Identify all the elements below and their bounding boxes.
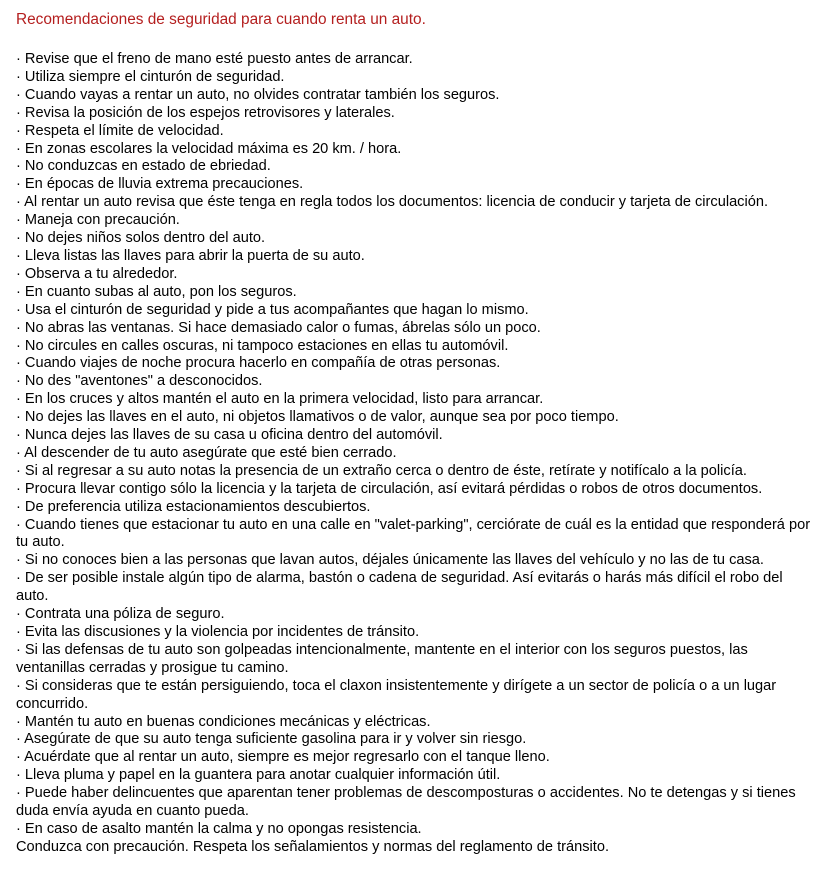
list-item: · Mantén tu auto en buenas condiciones mecánicas y eléctricas. bbox=[16, 713, 431, 730]
list-item: · Lleva listas las llaves para abrir la puerta de su auto. bbox=[16, 247, 365, 264]
list-item: · Utiliza siempre el cinturón de seguridad. bbox=[16, 68, 285, 85]
closing-line: Conduzca con precaución. Respeta los señalamientos y normas del reglamento de tránsito. bbox=[16, 838, 609, 855]
list-item: · De preferencia utiliza estacionamientos descubiertos. bbox=[16, 498, 371, 515]
document-body bbox=[16, 10, 816, 857]
list-item: · Al descender de tu auto asegúrate que esté bien cerrado. bbox=[16, 444, 397, 461]
page-title: Recomendaciones de seguridad para cuando renta un auto. bbox=[16, 11, 426, 28]
list-item: · Acuérdate que al rentar un auto, siempre es mejor regresarlo con el tanque lleno. bbox=[16, 749, 550, 766]
list-item: · Asegúrate de que su auto tenga suficiente gasolina para ir y volver sin riesgo. bbox=[16, 731, 527, 748]
list-item: · No des "aventones" a desconocidos. bbox=[16, 373, 263, 390]
list-item: · En épocas de lluvia extrema precauciones. bbox=[16, 176, 304, 193]
list-item: · Cuando viajes de noche procura hacerlo en compañía de otras personas. bbox=[16, 355, 501, 372]
list-item: · Revise que el freno de mano esté puesto antes de arrancar. bbox=[16, 51, 413, 67]
list-item: · Cuando tienes que estacionar tu auto en una calle en "valet-parking", cerciórate de cuál es la entidad que responderá por tu auto. bbox=[16, 516, 811, 551]
list-item: · Evita las discusiones y la violencia por incidentes de tránsito. bbox=[16, 624, 420, 640]
list-item: · Maneja con precaución. bbox=[16, 212, 180, 229]
list-item: · En los cruces y altos mantén el auto en la primera velocidad, listo para arrancar. bbox=[16, 391, 544, 408]
list-item: · Revisa la posición de los espejos retrovisores y laterales. bbox=[16, 104, 395, 121]
list-item: · Procura llevar contigo sólo la licencia y la tarjeta de circulación, así evitará pérdidas o robos de otros documentos. bbox=[16, 480, 763, 497]
list-item: · Si consideras que te están persiguiendo, toca el claxon insistentemente y dirígete a un sector de policía o a un lugar concurrido. bbox=[16, 677, 777, 712]
list-item: · Puede haber delincuentes que aparentan tener problemas de descomposturas o accidentes. No te detengas y si tienes duda envía ayuda en cuanto pueda. bbox=[16, 785, 796, 820]
list-item: · Usa el cinturón de seguridad y pide a tus acompañantes que hagan lo mismo. bbox=[16, 301, 529, 318]
list-item: · Si las defensas de tu auto son golpeadas intencionalmente, mantente en el interior con los seguros puestos, las ventanillas cerradas y prosigue tu camino. bbox=[16, 641, 748, 676]
list-item: · Nunca dejes las llaves de su casa u oficina dentro del automóvil. bbox=[16, 427, 443, 444]
list-item: · Cuando vayas a rentar un auto, no olvides contratar también los seguros. bbox=[16, 86, 500, 103]
list-item: · No circules en calles oscuras, ni tampoco estaciones en ellas tu automóvil. bbox=[16, 337, 509, 354]
list-item: · No conduzcas en estado de ebriedad. bbox=[16, 158, 271, 175]
list-item: · Respeta el límite de velocidad. bbox=[16, 122, 224, 139]
list-item: · No dejes niños solos dentro del auto. bbox=[16, 230, 266, 247]
list-item: · En cuanto subas al auto, pon los seguros. bbox=[16, 283, 297, 300]
list-item: · Lleva pluma y papel en la guantera para anotar cualquier información útil. bbox=[16, 767, 501, 784]
list-item: · Contrata una póliza de seguro. bbox=[16, 606, 225, 623]
list-item: · En zonas escolares la velocidad máxima es 20 km. / hora. bbox=[16, 140, 402, 157]
list-item: · En caso de asalto mantén la calma y no opongas resistencia. bbox=[16, 820, 422, 837]
list-item: · No dejes las llaves en el auto, ni objetos llamativos o de valor, aunque sea por poco tiempo. bbox=[16, 409, 619, 426]
list-item: · De ser posible instale algún tipo de alarma, bastón o cadena de seguridad. Así evitarás o harás más difícil el robo del auto. bbox=[16, 570, 783, 605]
list-item: · Al rentar un auto revisa que éste tenga en regla todos los documentos: licencia de conducir y tarjeta de circulación. bbox=[16, 194, 769, 211]
title-spacer bbox=[16, 30, 816, 51]
tips-list bbox=[16, 51, 816, 839]
list-item: · Si no conoces bien a las personas que lavan autos, déjales únicamente las llaves del vehículo y no las de tu casa. bbox=[16, 552, 764, 569]
list-item: · Si al regresar a su auto notas la presencia de un extraño cerca o dentro de éste, retírate y notifícalo a la policía. bbox=[16, 462, 747, 479]
list-item: · Observa a tu alrededor. bbox=[16, 265, 178, 282]
list-item: · No abras las ventanas. Si hace demasiado calor o fumas, ábrelas sólo un poco. bbox=[16, 319, 541, 336]
